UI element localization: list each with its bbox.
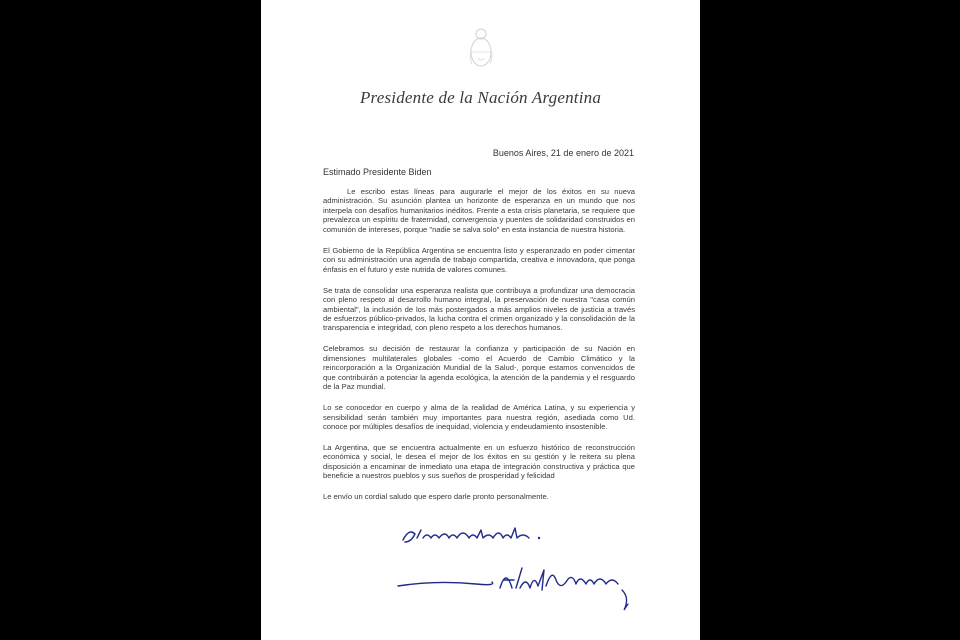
handwritten-closing (399, 520, 559, 550)
paragraph-1: Le escribo estas líneas para augurarle el mejor de los éxitos en su nueva administración. Su asunción plantea un horizonte de esperanza en un mundo que nos interpela con desafíos humanitarios inéditos. Frente a esta crisis planetaria, se requiere que prevalezca un espíritu de fraternidad, convergencia y puentes de solidaridad construidos en comunión de intereses, porque "nadie se salva solo" en esta instancia de nuestra historia. (323, 187, 635, 234)
coat-of-arms-icon (466, 24, 496, 74)
letter-date: Buenos Aires, 21 de enero de 2021 (492, 148, 634, 158)
signature (396, 560, 646, 620)
letterhead-title: Presidente de la Nación Argentina (359, 88, 602, 107)
paragraph-4: Celebramos su decisión de restaurar la confianza y participación de su Nación en dimensiones multilaterales globales -como el Acuerdo de Cambio Climático y la reincorporación a la Organización Mundial de la Salud-, porque estamos convencidos de que contribuirán a potenciar la agenda ecológica, la atención de la pandemia y el resguardo de la Paz mundial. (323, 344, 635, 392)
paragraph-5: Lo se conocedor en cuerpo y alma de la realidad de América Latina, y su experiencia y sensibilidad serán también muy importantes para nuestra región, asediada como Ud. conoce por múltiples desafíos de inequidad, violencia y endeudamiento insostenible. (323, 403, 635, 432)
paragraph-2: El Gobierno de la República Argentina se encuentra listo y esperanzado en poder cimentar con su administración una agenda de trabajo compartida, creativa e innovadora, que ponga énfasis en el futuro y este nutrida de valores comunes. (323, 245, 635, 274)
letter-page (261, 0, 700, 640)
paragraph-6: La Argentina, que se encuentra actualmente en un esfuerzo histórico de reconstrucción económica y social, le desea el mejor de los éxitos en su gestión y le reitera su plena disposición a encaminar de inmediato una etapa de integración constructiva y práctica que beneficie a nuestros pueblos y sus sueños de prosperidad y felicidad (323, 443, 635, 481)
letter-body (323, 187, 635, 513)
closing-line: Le envío un cordial saludo que espero darle pronto personalmente. (323, 492, 549, 502)
salutation: Estimado Presidente Biden (323, 167, 432, 177)
paragraph-3: Se trata de consolidar una esperanza realista que contribuya a profundizar una democracia con pleno respeto al desarrollo humano integral, la preservación de nuestra "casa común ambiental", la inclusión de los más postergados a más amplios niveles de justicia a través de esfuerzos público-privados, la lucha contra el crimen organizado y la consolidación de la transparencia e integridad, con pleno respeto a los derechos humanos. (323, 285, 635, 333)
